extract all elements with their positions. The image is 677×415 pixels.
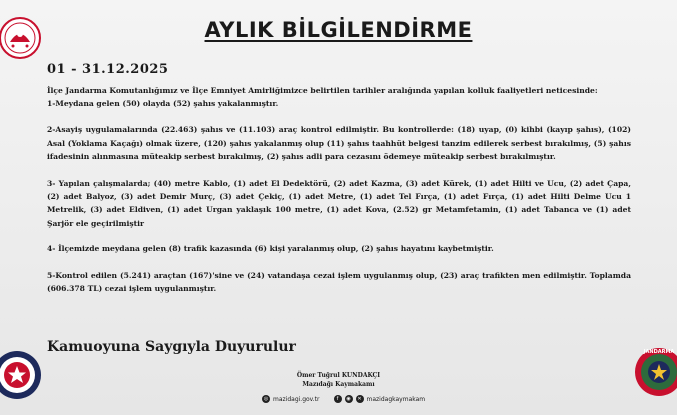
- police-emblem-icon: [0, 345, 44, 405]
- closing-line: Kamuoyuna Saygıyla Duyurulur: [47, 339, 296, 355]
- item-2: 2-Asayiş uygulamalarında (22.463) şahıs ve (11.103) araç kontrol edilmiştir. Bu kontrollerde: (18) uyap, (0) kihbi (kayıp şahıs), (102) Asal (Yoklama Kaçağı) olmak üzere, (120) şahıs yakalanmış olup (11) şahıs taahhüt belgesi tanzim edilerek serbest bırakılmış, (5) şahıs ifadesinin alınmasına müteakip serbest bırakılmış, (2) şahıs adli para cezasını ödemeye müteakip serbest bırakılmıştır.: [47, 125, 631, 161]
- item-3: 3- Yapılan çalışmalarda; (40) metre Kablo, (1) adet El Dedektörü, (2) adet Kazma, (3) adet Kürek, (1) adet Hilti ve Ucu, (2) adet Çapa, (2) adet Balyoz, (3) adet Demir Murç, (3) adet Çekiç, (1) adet Metre, (1) adet Tel Fırça, (1) adet Fırça, (1) adet Hilti Delme Ucu 1 Metrelik, (3) adet Eldiven, (1) adet Urgan yaklaşık 100 metre, (1) adet Kova, (2.52) gr Metamfetamin, (1) adet Tabanca ve (1) adet Şarjör ele geçirilmiştir: [47, 179, 631, 228]
- jandarma-emblem-icon: [633, 340, 677, 402]
- globe-icon: ◎: [263, 396, 269, 402]
- instagram-icon[interactable]: ◉: [346, 396, 351, 402]
- jandarma-label: JANDARMA: [643, 349, 675, 355]
- social-handle[interactable]: mazidagkaymakam: [366, 395, 426, 403]
- x-icon[interactable]: ✕: [357, 396, 362, 402]
- report-period: 01 - 31.12.2025: [47, 62, 169, 77]
- item-1: 1-Meydana gelen (50) olayda (52) şahıs yakalanmıştır.: [47, 99, 279, 109]
- report-body: [47, 84, 631, 295]
- facebook-icon[interactable]: f: [334, 395, 342, 403]
- page-title: AYLIK BİLGİLENDİRME: [204, 18, 473, 42]
- signatory-title: Mazıdağı Kaymakamı: [302, 381, 375, 388]
- item-4: 4- İlçemizde meydana gelen (8) trafik kazasında (6) kişi yaralanmış olup, (2) şahıs hayatını kaybetmiştir.: [47, 243, 494, 253]
- signature-block: [220, 371, 457, 389]
- website-link[interactable]: mazidagi.gov.tr: [273, 395, 320, 403]
- signatory-name: Ömer Tuğrul KUNDAKÇI: [296, 372, 381, 379]
- item-5: 5-Kontrol edilen (5.241) araçtan (167)'sine ve (24) vatandaşa cezai işlem uygulanmış olup, (23) araç trafikten men edilmiştir. Toplamda (606.378 TL) cezai işlem uygulanmıştır.: [47, 271, 631, 294]
- intro-paragraph: İlçe Jandarma Komutanlığımız ve İlçe Emniyet Amirliğimizce belirtilen tarihler aralığında yapılan kolluk faaliyetleri neticesinde:: [47, 86, 598, 95]
- social-bar: [262, 395, 425, 403]
